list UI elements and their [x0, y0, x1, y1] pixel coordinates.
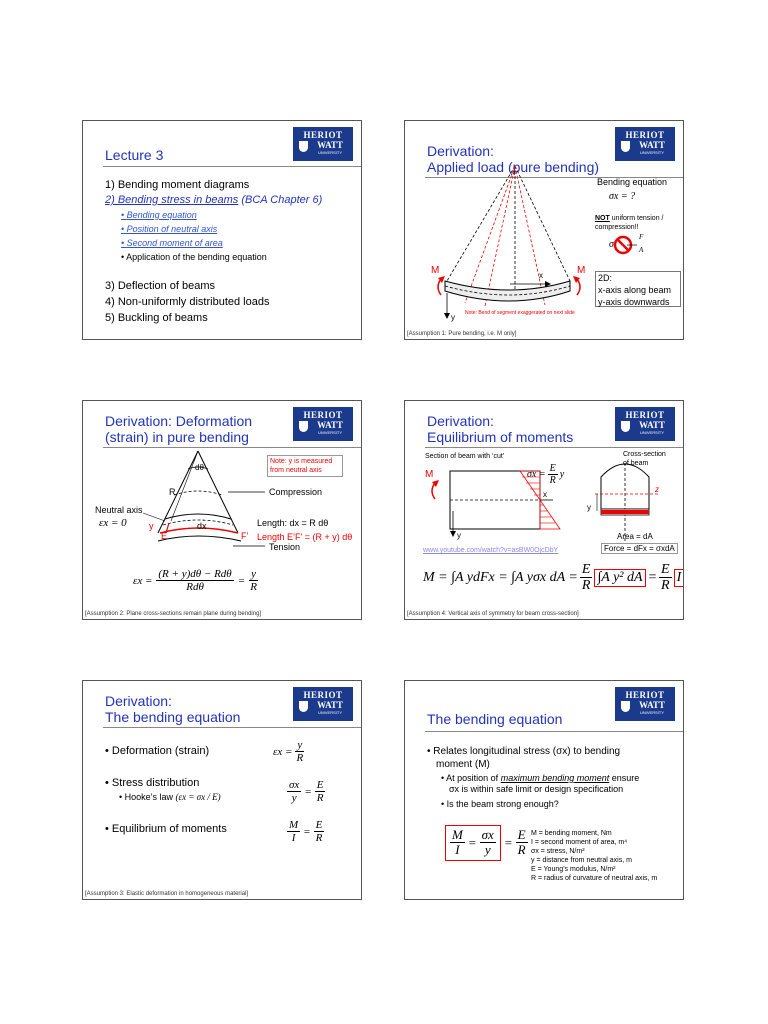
e-point-label: E — [161, 531, 168, 541]
fraction-denominator: R — [549, 475, 556, 486]
area-label: Area = dA — [617, 532, 653, 541]
assumption-footer: [Assumption 2: Plane cross-sections remain plane during bending] — [85, 611, 262, 617]
stress-formula — [527, 463, 564, 486]
stress-lhs: σx = — [527, 469, 546, 480]
y-axis-label: y — [451, 313, 455, 322]
definition: R = radius of curvature of neutral axis, m — [531, 875, 658, 882]
definition: I = second moment of area, m⁴ — [531, 839, 628, 846]
title-line: Derivation: — [105, 693, 172, 709]
fraction-numerator: E — [581, 562, 591, 577]
y-measurement-note — [267, 455, 343, 477]
bullet-label: Relates longitudinal stress (σx) to bending — [433, 746, 621, 757]
fraction-yr — [295, 739, 304, 764]
fraction-numerator: E — [549, 463, 556, 474]
heriot-watt-logo — [293, 687, 353, 721]
second-moment-i: I — [674, 569, 684, 587]
length-ef: Length E’F’ = (R + y) dθ — [257, 532, 353, 542]
bullet-label: Stress distribution — [111, 777, 200, 789]
heriot-watt-logo — [615, 687, 675, 721]
logo-line2: WATT — [317, 700, 343, 710]
slide-title: Lecture 3 — [105, 147, 164, 163]
bullet-label-cont: moment (M) — [436, 759, 490, 770]
hookes-law-label: Hooke’s law — [124, 792, 174, 802]
sub-bullet-item: • Hooke’s law (εx = σx / E) — [119, 792, 221, 802]
equals-sign: = — [237, 574, 246, 587]
fraction-numerator: E — [661, 562, 670, 577]
second-moment-integral: ∫A y² dA — [594, 569, 645, 587]
crest-icon — [299, 701, 308, 712]
title-line: (strain) in pure bending — [105, 429, 249, 445]
bullet-item: • Deformation (strain) — [105, 745, 210, 757]
title-line: Applied load (pure bending) — [427, 159, 600, 175]
equals-sign: = — [503, 834, 513, 850]
not-uniform-note — [595, 215, 663, 222]
uniform-label: uniform tension / — [609, 215, 664, 222]
moment-left: M — [431, 265, 440, 276]
fraction-er — [580, 562, 593, 594]
bending-equation-box — [445, 825, 501, 861]
equals-sign: = — [467, 834, 477, 850]
slide-title: The bending equation — [427, 711, 563, 727]
box-line: 2D: — [598, 273, 613, 283]
assumption-footer: [Assumption 4: Vertical axis of symmetry for beam cross-section] — [407, 611, 579, 617]
strain-zero: εx = 0 — [99, 517, 127, 529]
list-item: 5) Buckling of beams — [105, 312, 208, 324]
f-label: F — [639, 233, 644, 241]
equals-sign: = — [647, 569, 658, 585]
fraction-numerator: E — [316, 779, 324, 791]
slide-applied-load — [404, 120, 684, 340]
note-line: from neutral axis — [270, 467, 322, 474]
definition: M = bending moment, Nm — [531, 830, 612, 837]
logo-line3: UNIVERSITY — [317, 710, 342, 715]
x-axis-label: x — [543, 490, 547, 499]
crest-icon — [621, 701, 630, 712]
fraction-numerator: M — [289, 819, 299, 831]
not-label: NOT — [595, 215, 610, 222]
strain-result — [249, 568, 258, 593]
title-divider — [425, 731, 683, 732]
sub-item-label: Application of the bending equation — [126, 252, 267, 262]
sub-item-label: Second moment of area — [126, 238, 223, 248]
sub-label: At position of — [446, 773, 501, 783]
equation-lhs: M = ∫A ydFx = ∫A yσx dA = — [423, 569, 578, 585]
exaggeration-note: Note: Bend of segment exaggerated on next slide — [465, 310, 575, 316]
fraction-denominator: I — [291, 832, 296, 845]
stress-y: y — [559, 469, 565, 480]
fraction-er — [315, 779, 326, 804]
logo-line1: HERIOT — [625, 690, 665, 700]
hookes-law-eq: (εx = σx / E) — [175, 792, 221, 802]
sub-bullet-item: • At position of maximum bending moment ensure σx is within safe limit or design specification — [441, 773, 640, 794]
sigma-question: σx = ? — [609, 191, 636, 202]
sub-label: ensure — [609, 773, 640, 783]
definition: σx = stress, N/m² — [531, 848, 585, 855]
fraction-denominator: R — [315, 832, 323, 845]
slide-title — [105, 693, 240, 725]
slide-bending-equation — [404, 680, 684, 900]
logo-line1: HERIOT — [303, 690, 343, 700]
moment-right: M — [577, 265, 586, 276]
y-axis-label: y — [457, 531, 461, 540]
fraction-mi — [287, 819, 300, 844]
assumption-footer: [Assumption 3: Elastic deformation in homogeneous material] — [85, 891, 249, 897]
strain-lhs: εx = — [133, 574, 153, 587]
fraction-er — [516, 828, 528, 858]
logo-line3: UNIVERSITY — [639, 710, 664, 715]
y-label: y — [149, 521, 154, 531]
f-point-label: F’ — [241, 531, 249, 541]
bullet-item: • Relates longitudinal stress (σx) to bending moment (M) — [427, 746, 621, 770]
fraction-numerator: M — [452, 827, 463, 842]
z-axis-label: z — [655, 485, 659, 494]
sub-item-link[interactable]: • Second moment of area — [121, 238, 223, 248]
bending-equation — [445, 825, 528, 861]
fraction-denominator: R — [316, 792, 324, 805]
label-line: Cross-section — [623, 451, 666, 458]
moment-label: M — [425, 469, 434, 480]
fraction-numerator: y — [251, 568, 257, 580]
bullet-item: • Equilibrium of moments — [105, 823, 227, 835]
moment-equation — [423, 562, 684, 594]
logo-line1: HERIOT — [625, 410, 665, 420]
strain-equation — [133, 568, 258, 593]
fraction-er — [659, 562, 672, 594]
slide-equilibrium — [404, 400, 684, 620]
bullet-label: Deformation (strain) — [111, 745, 210, 757]
sub-item-label: Position of neutral axis — [126, 224, 218, 234]
list-item: 1) Bending moment diagrams — [105, 179, 250, 191]
strain-fraction — [156, 568, 233, 593]
chapter-ref: (BCA Chapter 6) — [241, 194, 323, 206]
list-item: 4) Non-uniformly distributed loads — [105, 296, 270, 308]
stress-equation — [287, 779, 325, 804]
logo-line2: WATT — [317, 140, 343, 150]
fraction-denominator: R — [250, 581, 257, 594]
equals-sign: = — [303, 825, 311, 838]
fraction-denominator: I — [455, 842, 460, 858]
slide-lecture-3 — [82, 120, 362, 340]
strain-equation — [273, 739, 304, 764]
bullet-item: • Stress distribution — [105, 777, 200, 789]
stress-fraction — [548, 463, 558, 486]
sub-label-cont: σx is within safe limit or design specification — [449, 784, 624, 794]
title-line: Derivation: Deformation — [105, 413, 253, 429]
sigma-symbol: σ — [609, 239, 614, 250]
label-line: of beam — [623, 460, 649, 467]
definition: y = distance from neutral axis, m — [531, 857, 632, 864]
sub-item-label: Bending equation — [126, 210, 197, 220]
a-label: A — [639, 246, 644, 254]
logo-line3: UNIVERSITY — [317, 150, 342, 155]
tension-label: Tension — [269, 542, 301, 552]
sub-item-link[interactable]: • Bending equation — [121, 210, 197, 220]
fraction-numerator: y — [297, 739, 303, 751]
logo-line1: HERIOT — [303, 410, 343, 420]
fraction-denominator: y — [291, 792, 297, 805]
dtheta-label: dθ — [195, 463, 204, 472]
logo-line2: WATT — [639, 140, 665, 150]
logo-line1: HERIOT — [303, 130, 343, 140]
dx-label: dx — [197, 521, 207, 531]
fraction-denominator: R — [296, 752, 304, 765]
crest-icon — [299, 141, 308, 152]
bending-equation-label: Bending equation — [597, 177, 668, 187]
fraction-denominator: R — [661, 578, 670, 594]
length-dx: Length: dx = R dθ — [257, 518, 329, 528]
bullet-label: Equilibrium of moments — [111, 823, 227, 835]
title-divider — [103, 727, 361, 728]
title-line: The bending equation — [105, 709, 241, 725]
compression-label: Compression — [269, 487, 323, 497]
force-label: Force = dFx = σxdA — [601, 543, 678, 554]
slide-bending-equation-derivation — [82, 680, 362, 900]
symbol-definitions — [531, 829, 657, 883]
slide-deformation — [82, 400, 362, 620]
title-divider — [103, 166, 361, 167]
logo-line3: UNIVERSITY — [317, 430, 342, 435]
fraction-denominator: R — [581, 578, 591, 594]
youtube-link[interactable]: www.youtube.com/watch?v=asBW0OjcDbY — [423, 547, 559, 554]
neutral-axis-label: Neutral axis — [95, 505, 143, 515]
y-distance-label: y — [587, 503, 591, 512]
fraction-numerator: E — [315, 819, 323, 831]
fraction-numerator: E — [517, 827, 526, 842]
moment-equation — [287, 819, 324, 844]
section-label: Section of beam with ‘cut’ — [425, 453, 505, 460]
fraction-numerator: σx — [289, 779, 300, 791]
assumption-footer: [Assumption 1: Pure bending, i.e. M only] — [407, 331, 517, 337]
sub-item: • Application of the bending equation — [121, 252, 267, 262]
logo-line1: HERIOT — [625, 130, 665, 140]
fraction-numerator: (R + y)dθ − Rdθ — [158, 568, 232, 580]
logo-line3: UNIVERSITY — [639, 430, 664, 435]
fraction-er — [314, 819, 325, 844]
fraction-mi — [450, 828, 465, 858]
title-line: Derivation: — [427, 413, 494, 429]
heriot-watt-logo — [293, 127, 353, 161]
list-item — [105, 194, 322, 206]
equals-sign: = — [304, 785, 312, 798]
strain-lhs: εx = — [273, 745, 293, 758]
compression-note: compression!! — [595, 224, 639, 231]
fraction-denominator: R — [517, 842, 526, 858]
logo-line3: UNIVERSITY — [639, 150, 664, 155]
definition: E = Young’s modulus, N/m² — [531, 866, 616, 873]
fraction-denominator: Rdθ — [186, 581, 204, 594]
fraction-denominator: y — [484, 842, 491, 858]
box-line: x-axis along beam — [598, 285, 672, 295]
fraction-sigma-y — [480, 828, 496, 858]
axes-info-box — [595, 271, 681, 307]
fraction-numerator: σx — [481, 827, 494, 842]
logo-line2: WATT — [639, 700, 665, 710]
sub-label: Is the beam strong enough? — [446, 799, 559, 809]
fraction-sigma-y — [287, 779, 301, 804]
sub-bullet-item: • Is the beam strong enough? — [441, 799, 559, 809]
max-moment-label: maximum bending moment — [500, 773, 610, 783]
list-item: 3) Deflection of beams — [105, 280, 216, 292]
radius-label: R — [169, 487, 176, 497]
title-line: Derivation: — [427, 143, 494, 159]
box-line: y-axis downwards — [598, 297, 670, 307]
title-line: Equilibrium of moments — [427, 429, 574, 445]
x-axis-label: x — [539, 271, 543, 280]
bending-stress-link[interactable]: 2) Bending stress in beams — [105, 194, 239, 206]
logo-line2: WATT — [317, 420, 343, 430]
note-line: Note: y is measured — [270, 458, 333, 465]
cross-section-label — [623, 450, 666, 468]
logo-line2: WATT — [639, 420, 665, 430]
sub-item-link[interactable]: • Position of neutral axis — [121, 224, 218, 234]
